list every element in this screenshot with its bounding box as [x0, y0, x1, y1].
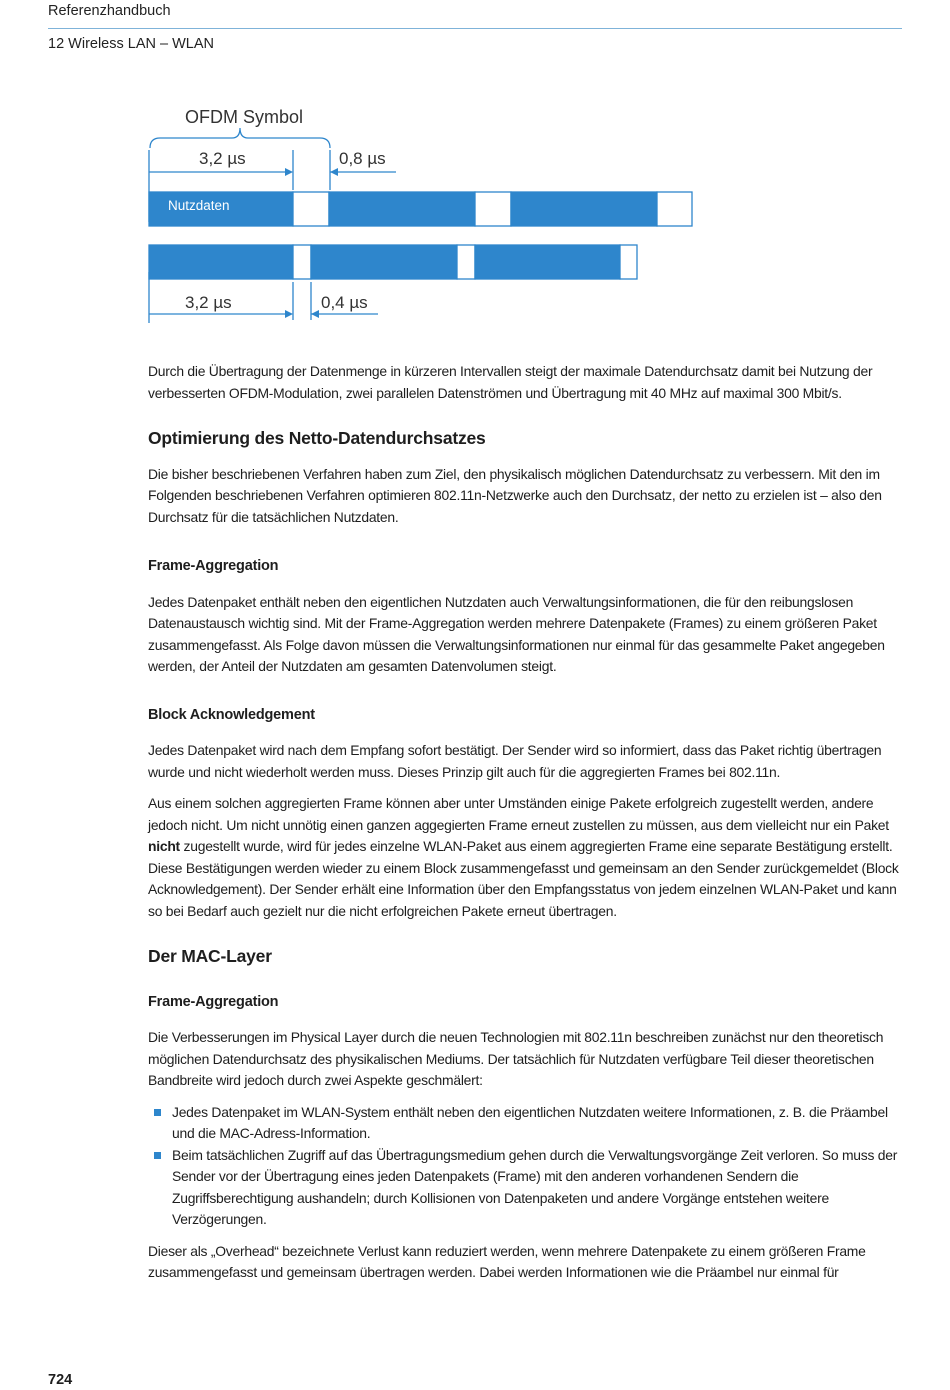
- page-body: [148, 361, 908, 1294]
- top-data-block-2: [329, 192, 475, 226]
- block-ack-text-a: Aus einem solchen aggregierten Frame können aber unter Umständen einige Pakete erfolgreich zugestellt werden, andere jedoch nicht. Um nicht unnötig einen ganzen aggegierten Frame erneut zustellen zu müssen, aus dem vielleicht nur ein Paket: [148, 795, 889, 833]
- heading-mac-layer: Der MAC-Layer: [148, 946, 272, 966]
- bottom-data-block-2: [311, 245, 457, 279]
- intro-paragraph: Durch die Übertragung der Datenmenge in kürzeren Intervallen steigt der maximale Datendurchsatz damit bei Nutzung der verbesserten OFDM-Modulation, zwei parallelen Datenströmen und Übertragung mit 40 MHz auf maximal 300 Mbit/s.: [148, 363, 873, 401]
- top-data-block-3: [511, 192, 657, 226]
- top-guard-arrow: [330, 168, 338, 176]
- top-guard-block-1: [293, 192, 329, 226]
- bullet-text: Beim tatsächlichen Zugriff auf das Übertragungsmedium gehen durch die Verwaltungsvorgänge Zeit verloren. So muss der Sender vor der Übertragung eines jeden Datenpakets (Frame) mit den anderen vorhandenen Sendern die Zugriffsberechtigung aushandeln; durch Kollisionen von Datenpaketen und andere Vorgänge entstehen weitere Verzögerungen.: [172, 1146, 898, 1227]
- bottom-guard-block-1: [293, 245, 311, 279]
- mac-intro-paragraph: Die Verbesserungen im Physical Layer durch die neuen Technologien mit 802.11n beschreiben zunächst nur den theoretisch möglichen Datendurchsatz des physikalischen Mediums. Der tatsächlich für Nutzdaten verfügbare Teil dieser theoretischen Bandbreite wird jedoch durch zwei Aspekte geschmälert:: [148, 1029, 884, 1088]
- bottom-data-block-3: [475, 245, 620, 279]
- list-item: [148, 1102, 908, 1145]
- heading-block-acknowledgement: Block Acknowledgement: [148, 706, 315, 723]
- block-ack-paragraph-2: [148, 793, 908, 922]
- netto-paragraph: Die bisher beschriebenen Verfahren haben zum Ziel, den physikalisch möglichen Datendurchsatz zu verbessern. Mit den im Folgenden beschriebenen Verfahren optimieren 802.11n-Netzwerke auch den Durchsatz, der netto zu erzielen ist – also den Durchsatz für die tatsächlichen Nutzdaten.: [148, 465, 882, 525]
- running-header-title: Referenzhandbuch: [48, 3, 171, 19]
- top-guard-block-2: [475, 192, 511, 226]
- list-item: [148, 1145, 908, 1231]
- nutzdaten-label: Nutzdaten: [168, 198, 230, 213]
- bottom-guard-duration-label: 0,4 µs: [321, 293, 368, 312]
- overhead-bullet-list: [148, 1102, 908, 1231]
- heading-netto-datendurchsatz: Optimierung des Netto-Datendurchsatzes: [148, 428, 486, 448]
- page-number: 724: [48, 1372, 73, 1388]
- bottom-data-duration-label: 3,2 µs: [185, 293, 232, 312]
- bottom-guard-block-3: [620, 245, 637, 279]
- symbol-brace: [150, 128, 330, 148]
- block-ack-paragraph-1: Jedes Datenpaket wird nach dem Empfang sofort bestätigt. Der Sender wird so informiert, dass das Paket richtig übertragen wurde und nicht wiederholt werden muss. Dieses Prinzip gilt auch für die aggregierten Frames bei 802.11n.: [148, 742, 882, 780]
- bottom-data-arrow: [285, 310, 293, 318]
- block-ack-text-b: zugestellt wurde, wird für jedes einzelne WLAN-Paket aus einem aggregierten Frame eine separate Bestätigung erstellt. Diese Bestätigungen werden wieder zu einem Block zusammengefasst und gemeinsam an den Sender zurückgemeldet (Block Acknowledgement). Der Sender erhält eine Information über den Empfangsstatus von jedem einzelnen WLAN-Paket und kann so bei Bedarf auch gezielt nur die nicht erfolgreichen Pakete erneut übertragen.: [148, 838, 899, 919]
- bullet-text: Jedes Datenpaket im WLAN-System enthält neben den eigentlichen Nutzdaten weitere Informationen, z. B. die Präambel und die MAC-Adress-Information.: [172, 1103, 888, 1141]
- bottom-data-block-1: [149, 245, 293, 279]
- overhead-paragraph: Dieser als „Overhead“ bezeichnete Verlust kann reduziert werden, wenn mehrere Datenpakete zu einem größeren Frame zusammengefasst und gemeinsam übertragen werden. Dabei werden Informationen wie die Präambel nur einmal für: [148, 1242, 866, 1280]
- top-guard-block-3: [657, 192, 692, 226]
- top-data-duration-label: 3,2 µs: [199, 149, 246, 168]
- ofdm-symbol-diagram: [0, 0, 950, 340]
- heading-frame-aggregation-mac: Frame-Aggregation: [148, 993, 279, 1010]
- top-guard-duration-label: 0,8 µs: [339, 149, 386, 168]
- bottom-guard-block-2: [457, 245, 475, 279]
- running-header-chapter: 12 Wireless LAN – WLAN: [48, 36, 214, 52]
- frame-aggregation-paragraph: Jedes Datenpaket enthält neben den eigentlichen Nutzdaten auch Verwaltungsinformationen, die für den reibungslosen Datenaustausch wichtig sind. Mit der Frame-Aggregation werden mehrere Datenpakete (Frames) zu einem größeren Paket zusammengefasst. Als Folge davon müssen die Verwaltungsinformationen nur einmal für das gesammelte Paket angegeben werden, der Anteil der Nutzdaten am gesamten Datenvolumen steigt.: [148, 593, 885, 674]
- bullet-square-icon: [154, 1152, 161, 1159]
- ofdm-symbol-label: OFDM Symbol: [185, 107, 304, 127]
- top-data-arrow: [285, 168, 293, 176]
- bottom-guard-arrow: [311, 310, 319, 318]
- heading-frame-aggregation: Frame-Aggregation: [148, 558, 279, 574]
- bullet-square-icon: [154, 1109, 161, 1116]
- emphasis-nicht: nicht: [148, 838, 180, 854]
